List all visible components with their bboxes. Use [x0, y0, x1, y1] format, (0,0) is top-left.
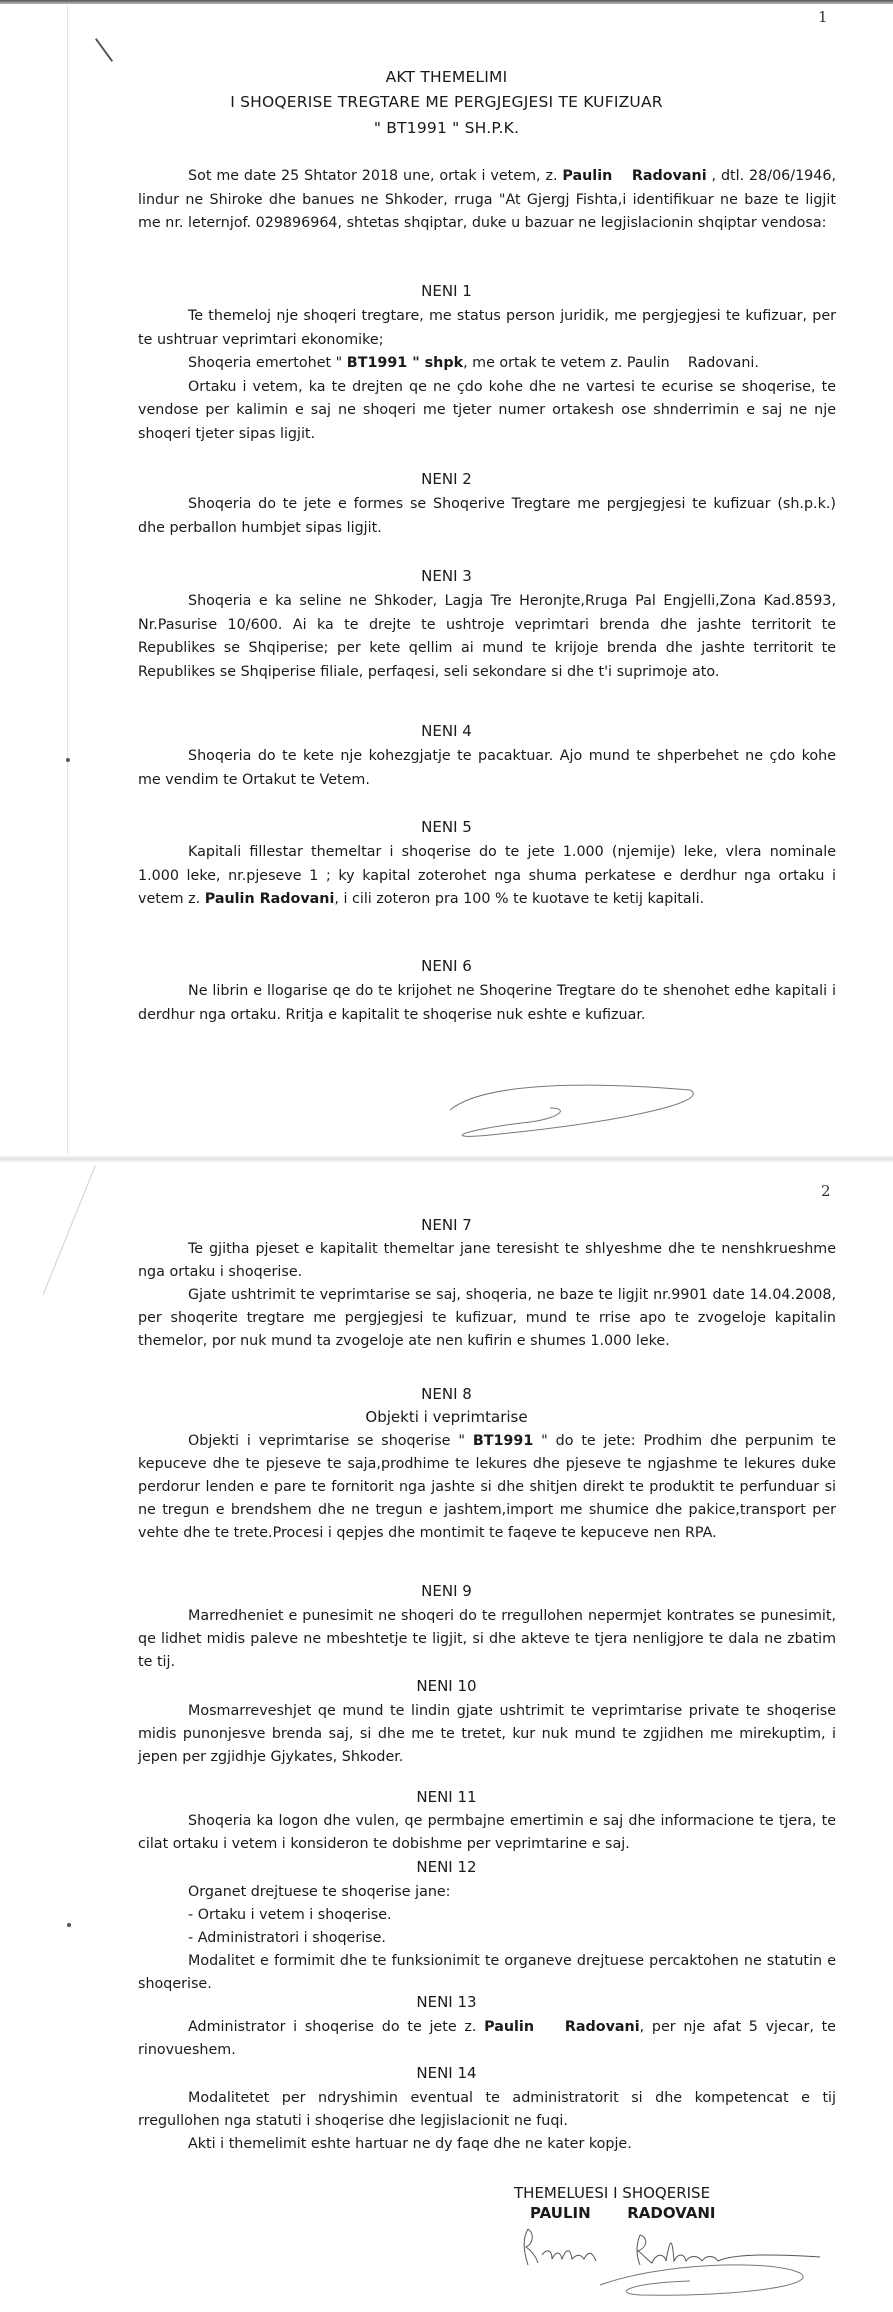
document-title: AKT THEMELIMI [385, 68, 508, 86]
article-13-body: Administrator i shoqerise do te jete z. Paulin Radovani, per nje afat 5 vjecar, te rinovueshem. [138, 2019, 836, 2058]
article-2-body: Shoqeria do te jete e formes se Shoqerive Tregtare me pergjegjesi te kufizuar (sh.p.k.) dhe perballon humbjet sipas ligjit. [138, 496, 836, 536]
article-1-body: Te themeloj nje shoqeri tregtare, me status person juridik, me pergjegjesi te kufizuar, per te ushtruar veprimtari ekonomike; Shoqeria emertohet " BT1991 " shpk, me ortak te vetem z. Paulin Radovani. Ortaku i vetem, ka te drejten qe ne çdo kohe dhe ne vartesi te ecurise se shoqerise, te vendose per kalimin e saj ne shoqeri me tjeter numer ortakesh ose shnderrimin e saj ne nje shoqeri tjeter sipas ligjit. [138, 308, 836, 442]
article-heading: NENI 10 [416, 1677, 477, 1695]
article-heading: NENI 7 [421, 1216, 472, 1234]
scan-speck [66, 758, 70, 762]
article-heading: NENI 4 [421, 722, 472, 740]
article-subheading: Objekti i veprimtarise [365, 1408, 528, 1426]
pen-mark [95, 38, 113, 62]
signatory-role: THEMELUESI I SHOQERISE [514, 2184, 711, 2202]
article-8-body: Objekti i veprimtarise se shoqerise " BT1991 " do te jete: Prodhim dhe perpunim te kepuceve dhe te pjeseve te saja,prodhime te lekures dhe pjeseve te ngjashme te lekures duke perdorur lenden e pare te fornitorit nga jashte si dhe shitjen direkt te produktit te perfunduar si ne tregun e brendshem dhe ne tregun e jashtem,import me shumice dhe pakice,transport per vehte dhe te trete.Procesi i qepjes dhe montimit te faqeve te kepuceve nen RPA. [138, 1433, 836, 1541]
founder-first-name: Paulin [562, 168, 613, 184]
founder-name: Paulin Radovani [204, 891, 335, 907]
initials-signature [440, 1080, 700, 1150]
article-10-body: Mosmarreveshjet qe mund te lindin gjate ushtrimit te veprimtarise private te shoqerise midis punonjesve brenda saj, si dhe me te tretet, kur nuk mund te zgjidhen me mirekuptim, i jepen per zgjidhje Gjykates, Shkoder. [138, 1703, 836, 1765]
list-item: - Ortaku i vetem i shoqerise. [188, 1907, 392, 1923]
article-heading: NENI 3 [421, 567, 472, 585]
article-5-body: Kapitali fillestar themeltar i shoqerise do te jete 1.000 (njemije) leke, vlera nominale 1.000 leke, nr.pjeseve 1 ; ky kapital zoterohet nga shuma perkatese e derdhur nga ortaku i vetem z. Paulin Radovani, i cili zoteron pra 100 % te kuotave te ketij kapitali. [138, 844, 836, 907]
article-4-body: Shoqeria do te kete nje kohezgjatje te pacaktuar. Ajo mund te shperbehet ne çdo kohe me vendim te Ortakut te Vetem. [138, 748, 836, 788]
intro-paragraph: Sot me date 25 Shtator 2018 une, ortak i vetem, z. Paulin Radovani , dtl. 28/06/1946, lindur ne Shiroke dhe banues ne Shkoder, rruga "At Gjergj Fishta,i identifikuar ne baze te ligjit me nr. leternjof. 029896964, shtetas shqiptar, duke u bazuar ne legjislacionin shqiptar vendosa: [138, 168, 837, 231]
page-number: 2 [821, 1182, 831, 1200]
founder-last-name: Radovani [631, 168, 707, 184]
article-heading: NENI 8 [421, 1385, 472, 1403]
document-subtitle: I SHOQERISE TREGTARE ME PERGJEGJESI TE KUFIZUAR [230, 93, 663, 111]
article-6-body: Ne librin e llogarise qe do te krijohet ne Shoqerine Tregtare do te shenohet edhe kapitali i derdhur nga ortaku. Rritja e kapitalit te shoqerise nuk eshte e kufizuar. [138, 983, 836, 1023]
signature-block [514, 2183, 716, 2223]
article-7-body: Te gjitha pjeset e kapitalit themeltar jane teresisht te shlyeshme dhe te nenshkrueshme nga ortaku i shoqerise. Gjate ushtrimit te veprimtarise se saj, shoqeria, ne baze te ligjit nr.9901 date 14.04.2008, per shoqerite tregtare me pergjegjesi te kufizuar, mund te rrise apo te zvogeloje kapitalin themelor, por nuk mund ta zvogeloje ate nen kufirin e shumes 1.000 leke. [138, 1241, 836, 1349]
handwritten-signature [520, 2225, 860, 2305]
signatory-name: PAULIN RADOVANI [530, 2204, 716, 2222]
page-2 [0, 1158, 893, 2312]
article-12-body: Organet drejtuese te shoqerise jane: - Ortaku i vetem i shoqerise. - Administratori i shoqerise. Modalitet e formimit dhe te funksionimit te organeve drejtuese percaktohen ne statutin e shoqerise. [138, 1884, 836, 1992]
article-heading: NENI 11 [416, 1788, 477, 1806]
article-9-body: Marredheniet e punesimit ne shoqeri do te rregullohen nepermjet kontrates se punesimit, qe lidhet midis paleve ne mbeshtetje te ligjit, si dhe akteve te tjera nenligjore te dala ne zbatim te tij. [138, 1608, 836, 1670]
article-11-body: Shoqeria ka logon dhe vulen, qe permbajne emertimin e saj dhe informacione te tjera, te cilat ortaku i vetem i konsideron te dobishme per veprimtarine e saj. [138, 1813, 836, 1852]
article-heading: NENI 13 [416, 1993, 477, 2011]
article-3-body: Shoqeria e ka seline ne Shkoder, Lagja Tre Heronjte,Rruga Pal Engjelli,Zona Kad.8593, Nr.Pasurise 10/600. Ai ka te drejte te ushtroje veprimtari brenda dhe jashte territorit te Republikes se Shqiperise; per kete qellim ai mund te krijoje brenda dhe jashte territorit te Republikes se Shqiperise filiale, perfaqesi, seli sekondare si dhe t'i suprimoje ato. [138, 593, 836, 680]
article-heading: NENI 5 [421, 818, 472, 836]
company-name: BT1991 [472, 1433, 534, 1449]
article-heading: NENI 14 [416, 2064, 477, 2082]
article-heading: NENI 2 [421, 470, 472, 488]
article-14-body: Modalitetet per ndryshimin eventual te administratorit si dhe kompetencat e tij rregullohen nga statuti i shoqerise dhe legjislacionit ne fuqi. Akti i themelimit eshte hartuar ne dy faqe dhe ne kater kopje. [138, 2090, 836, 2152]
article-heading: NENI 12 [416, 1858, 477, 1876]
article-heading: NENI 9 [421, 1582, 472, 1600]
company-name-title: " BT1991 " SH.P.K. [373, 119, 520, 137]
scan-speck [67, 1923, 71, 1927]
list-item: - Administratori i shoqerise. [188, 1930, 386, 1946]
article-heading: NENI 1 [421, 282, 472, 300]
article-heading: NENI 6 [421, 957, 472, 975]
page-number: 1 [818, 8, 828, 26]
